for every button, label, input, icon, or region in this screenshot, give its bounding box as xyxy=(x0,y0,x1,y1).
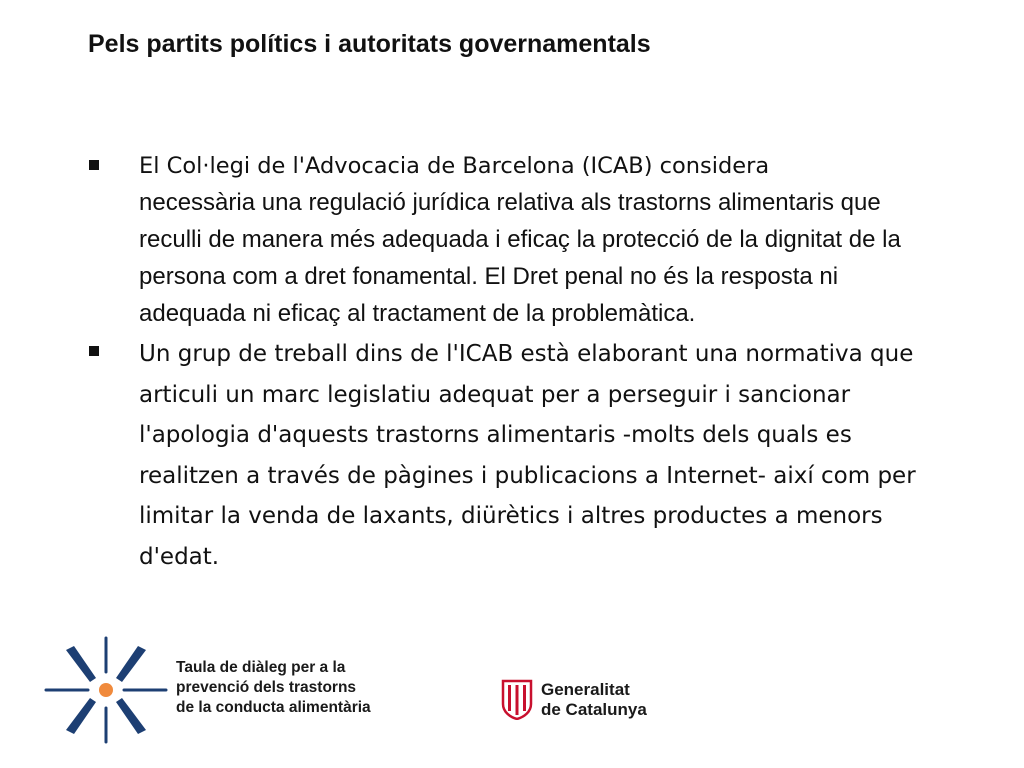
bullet-item-working-group xyxy=(86,334,946,577)
emblem-bar-3 xyxy=(523,685,526,711)
logo-petal-sw xyxy=(66,698,96,734)
taula-line-2: prevenció dels trastorns xyxy=(176,679,357,696)
taula-line-1: Taula de diàleg per a la xyxy=(176,659,346,676)
emblem-bar-2 xyxy=(516,685,519,715)
bullet-2-text: Un grup de treball dins de l'ICAB està elaborant una normativa que articuli un marc legislatiu adequat per a perseguir i sancionar l'apologia d'aquests trastorns alimentaris -molts dels quals es realitzen a través de pàgines i publicacions a Internet- així com per limitar la venda de laxants, diürètics i altres productes a menors d'edat. xyxy=(139,341,916,570)
logo-petal-ne xyxy=(116,646,146,682)
bullet-1-body-text: necessària una regulació jurídica relativa als trastorns alimentaris que reculli de manera més adequada i eficaç la protecció de la dignitat de la persona com a dret fonamental. El Dret penal no és la resposta ni adequada ni eficaç al tractament de la problemàtica. xyxy=(139,189,901,327)
logo-center-dot xyxy=(99,683,113,697)
generalitat-logo-text xyxy=(541,680,647,720)
slide-title: Pels partits polítics i autoritats governamentals xyxy=(88,30,651,58)
bullet-item-icab-regulation xyxy=(86,148,946,332)
taula-line-3: de la conducta alimentària xyxy=(176,699,371,716)
generalitat-line-2: de Catalunya xyxy=(541,700,647,719)
emblem-bar-1 xyxy=(508,685,511,711)
flower-star-logo-icon xyxy=(44,632,168,748)
generalitat-emblem-icon xyxy=(500,678,534,720)
square-bullet-icon xyxy=(89,346,99,356)
logo-petal-nw xyxy=(66,646,96,682)
bullet-list xyxy=(86,144,946,577)
generalitat-line-1: Generalitat xyxy=(541,680,630,699)
taula-logo-text xyxy=(176,658,371,718)
bullet-1-lead-text: El Col·legi de l'Advocacia de Barcelona (ICAB) considera xyxy=(139,153,770,179)
logo-petal-se xyxy=(116,698,146,734)
square-bullet-icon xyxy=(89,160,99,170)
